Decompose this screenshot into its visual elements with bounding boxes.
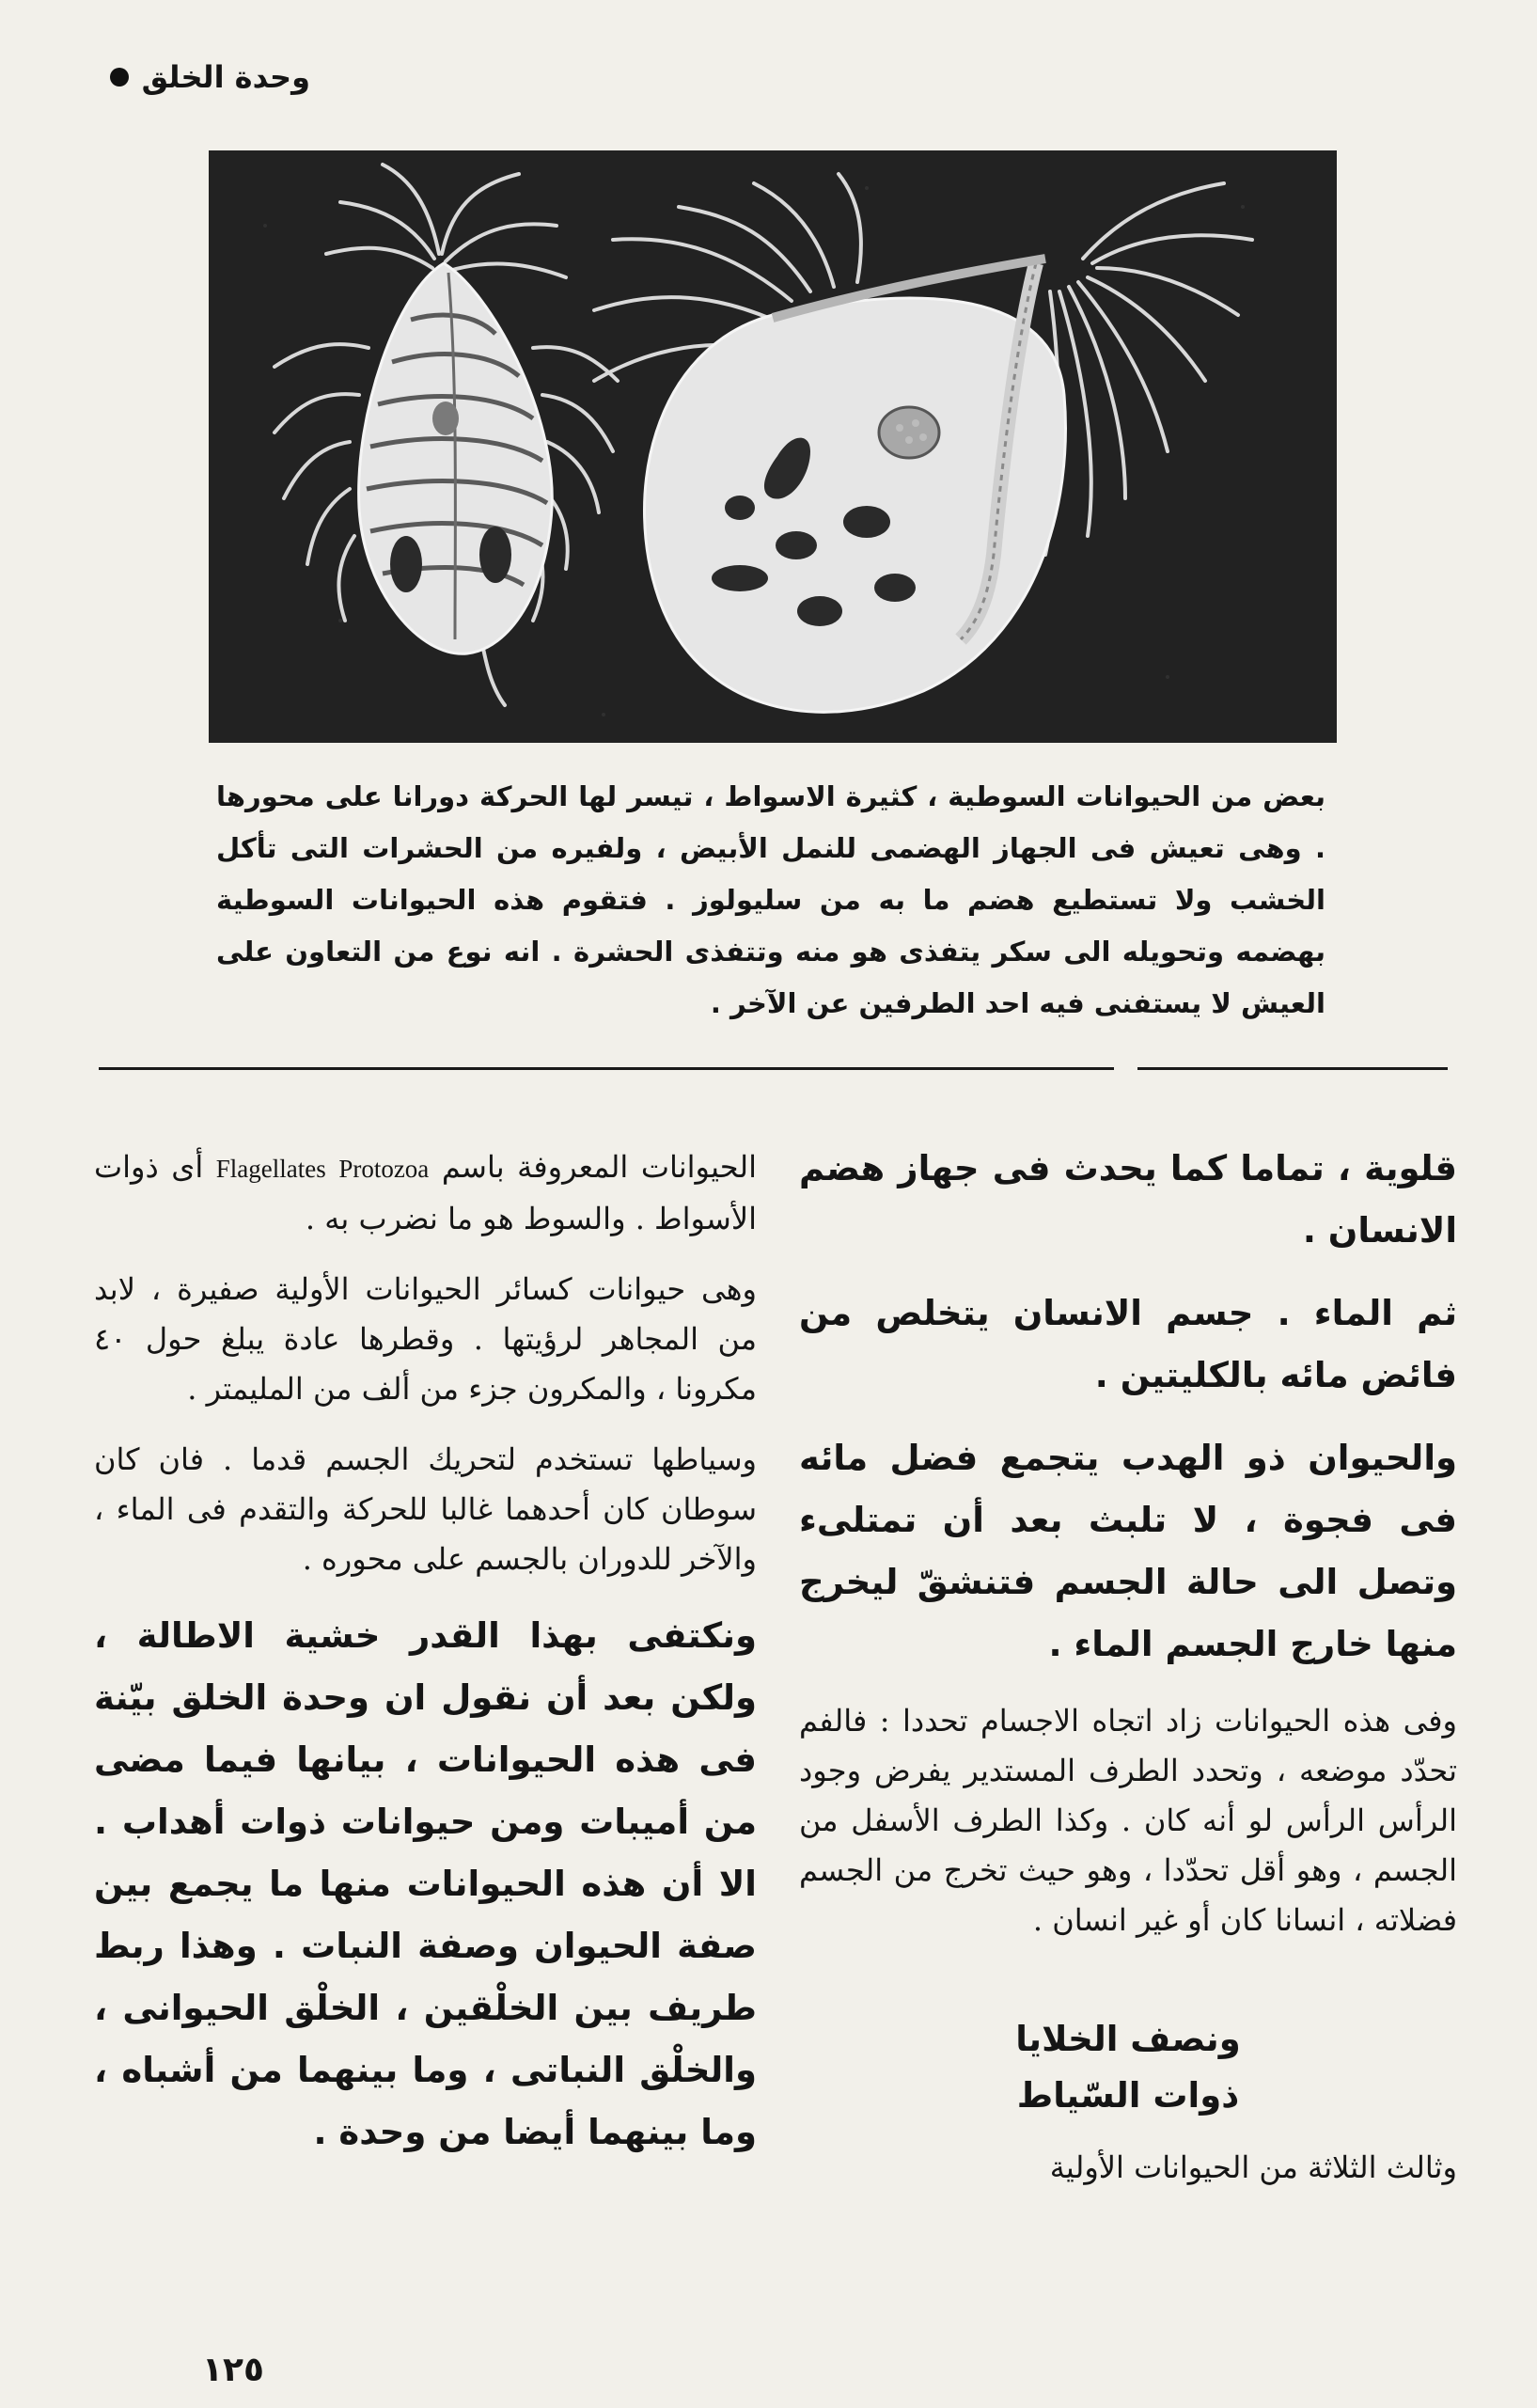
paragraph: وسياطها تستخدم لتحريك الجسم قدما . فان كان سوطان كان أحدهما غالبا للحركة والتقدم فى الماء ، والآخر للدوران بالجسم على محوره . bbox=[94, 1441, 757, 1577]
paragraph bbox=[94, 1142, 757, 1244]
latin-term: Flagellates bbox=[215, 1155, 326, 1183]
flagellates-illustration bbox=[209, 150, 1337, 743]
paragraph: وثالث الثلاثة من الحيوانات الأولية bbox=[1049, 2149, 1457, 2185]
paragraph: ونكتفى بهذا القدر خشية الاطالة ، ولكن بعد أن نقول ان وحدة الخلق بيّنة فى هذه الحيوانات ، بيانها فيما مضى من أميبات ومن حيوانات ذوات أهداب . الا أن هذه الحيوانات منها ما يجمع بين صفة الحيوان وصفة النبات . وهذا ربط طريف بين الخلْقين ، الخلْق الحيوانى ، والخلْق النباتى ، وما بينهما من أشباه ، وما بينهما أيضا من وحدة . bbox=[94, 1615, 757, 2152]
section-divider-left bbox=[99, 1067, 1114, 1070]
paragraph: قلوية ، تماما كما يحدث فى جهاز هضم الانسان . bbox=[799, 1148, 1457, 1251]
section-heading bbox=[799, 2011, 1457, 2124]
caption-line: العيش لا يستفنى فيه احد الطرفين عن الآخر . bbox=[710, 987, 1325, 1019]
paragraph-text: الحيوانات المعروفة باسم bbox=[441, 1149, 758, 1185]
caption-line: بعض من الحيوانات السوطية ، كثيرة الاسواط ، تيسر لها الحركة دورانا على bbox=[324, 780, 1325, 812]
running-head bbox=[85, 49, 310, 105]
paragraph-text: أى ذوات الأسواط . والسوط هو ما نضرب به . bbox=[94, 1149, 757, 1236]
latin-term: Protozoa bbox=[338, 1155, 430, 1183]
paragraph: وهى حيوانات كسائر الحيوانات الأولية صفيرة ، لابد من المجاهر لرؤيتها . وقطرها عادة يبلغ حول ٤٠ مكرونا ، والمكرون جزء من ألف من المليمتر . bbox=[94, 1271, 757, 1407]
section-divider-right bbox=[1137, 1067, 1448, 1070]
paragraph: ثم الماء . جسم الانسان يتخلص من فائض مائه بالكليتين . bbox=[799, 1293, 1457, 1395]
figure-caption bbox=[216, 771, 1325, 1030]
left-column bbox=[94, 1142, 757, 2184]
running-head-text: وحدة الخلق bbox=[141, 59, 310, 95]
caption-line: محورها . وهى تعيش فى الجهاز الهضمى للنمل الأبيض ، ولفيره من الحشرات التى bbox=[216, 780, 1325, 864]
bullet-icon bbox=[110, 68, 129, 87]
section-heading-line: ونصف الخلايا bbox=[1015, 2019, 1241, 2059]
right-column bbox=[799, 1138, 1457, 2213]
caption-line: تأكل الخشب ولا تستطيع هضم ما به من سليولوز . فتقوم هذه الحيوانات السوطية bbox=[216, 832, 1325, 916]
section-heading-line: ذوات السّياط bbox=[1016, 2075, 1240, 2116]
paragraph: وفى هذه الحيوانات زاد اتجاه الاجسام تحددا : فالفم تحدّد موضعه ، وتحدد الطرف المستدير يفرض وجود الرأس الرأس لو أنه كان . وكذا الطرف الأسفل من الجسم ، وهو أقل تحدّدا ، وهو حيث تخرج من الجسم فضلاته ، انسانا كان أو غير انسان . bbox=[799, 1703, 1457, 1938]
caption-line: بهضمه وتحويله الى سكر يتفذى هو منه وتتفذى الحشرة . انه نوع من التعاون على bbox=[216, 936, 1325, 968]
page-number: ١٢٥ bbox=[202, 2351, 264, 2389]
paragraph: والحيوان ذو الهدب يتجمع فضل مائه فى فجوة ، لا تلبث بعد أن تمتلىء وتصل الى حالة الجسم فتنشقّ ليخرج منها خارج الجسم الماء . bbox=[799, 1438, 1457, 1664]
illustration-drawing bbox=[209, 150, 1337, 743]
